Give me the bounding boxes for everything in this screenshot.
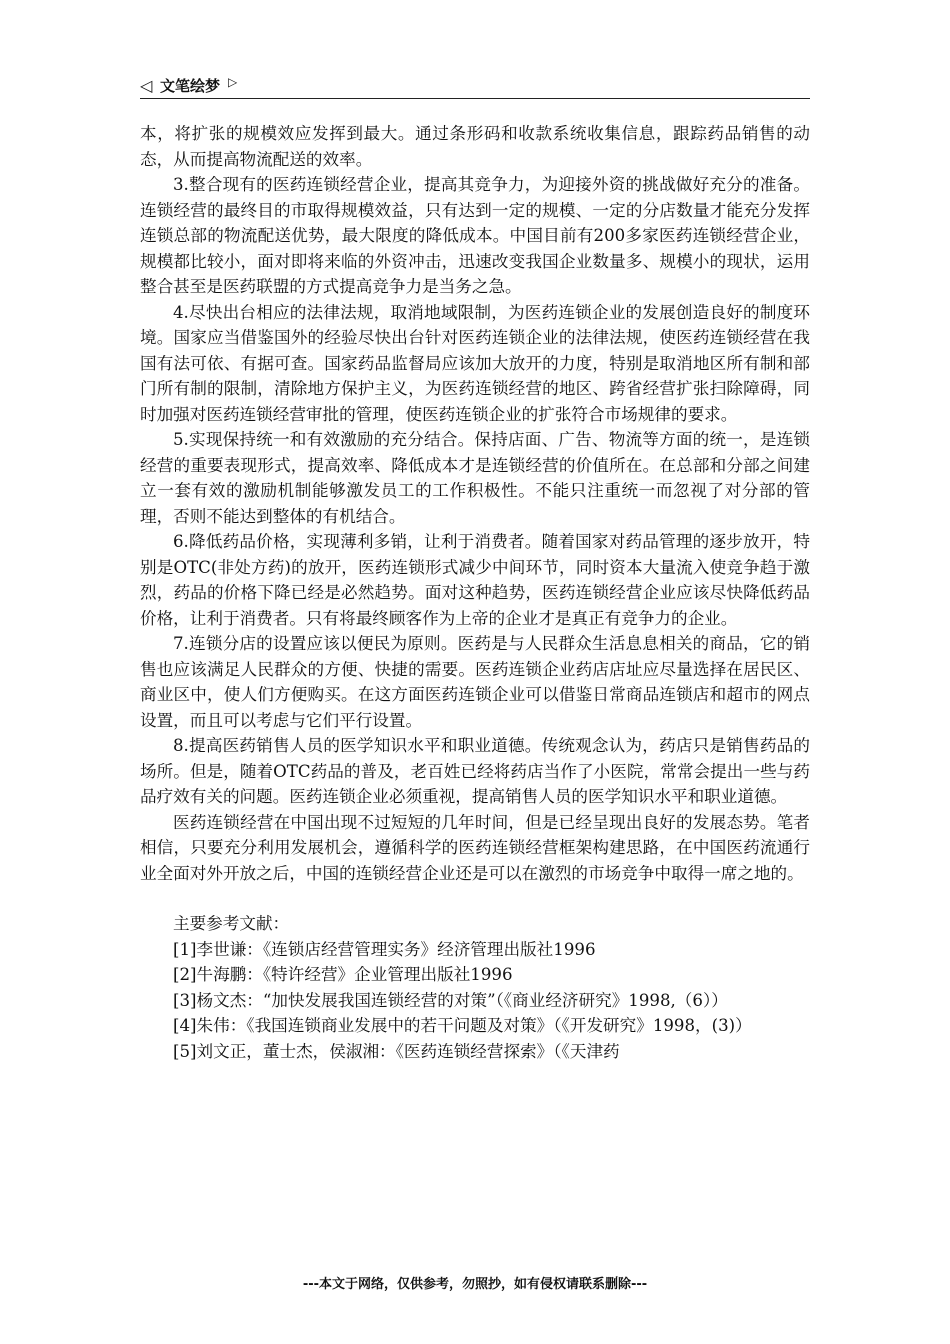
left-triangle-icon: ◁ bbox=[140, 76, 153, 95]
paragraph-continuation: 本，将扩张的规模效应发挥到最大。通过条形码和收款系统收集信息，跟踪药品销售的动态，从而提高物流配送的效率。 bbox=[140, 124, 810, 169]
paragraph-point-8: 8.提高医药销售人员的医学知识水平和职业道德。传统观念认为，药店只是销售药品的场所。但是，随着OTC药品的普及，老百姓已经将药店当作了小医院，常常会提出一些与药品疗效有关的问题。医药连锁企业必须重视，提高销售人员的医学知识水平和职业道德。 bbox=[140, 736, 810, 806]
reference-item: [5]刘文正，董士杰，侯淑湘：《医药连锁经营探索》（《天津药 bbox=[173, 1041, 620, 1061]
paragraph-point-4: 4.尽快出台相应的法律法规，取消地域限制，为医药连锁企业的发展创造良好的制度环境。国家应当借鉴国外的经验尽快出台针对医药连锁企业的法律法规，使医药连锁经营在我国有法可依、有据可查。国家药品监督局应该加大放开的力度，特别是取消地区所有制和部门所有制的限制，清除地方保护主义，为医药连锁经营的地区、跨省经营扩张扫除障碍，同时加强对医药连锁经营审批的管理，使医药连锁企业的扩张符合市场规律的要求。 bbox=[140, 302, 810, 424]
reference-item: [4]朱伟：《我国连锁商业发展中的若干问题及对策》（《开发研究》1998，(3)） bbox=[173, 1016, 752, 1035]
reference-item: [2]牛海鹏：《特许经营》企业管理出版社1996 bbox=[173, 965, 513, 984]
paragraph-point-3: 3.整合现有的医药连锁经营企业，提高其竞争力，为迎接外资的挑战做好充分的准备。连锁经营的最终目的市取得规模效益，只有达到一定的规模、一定的分店数量才能充分发挥连锁总部的物流配送优势，最大限度的降低成本。中国目前有200多家医药连锁经营企业，规模都比较小，面对即将来临的外资冲击，迅速改变我国企业数量多、规模小的现状，运用整合甚至是医药联盟的方式提高竞争力是当务之急。 bbox=[140, 175, 810, 296]
reference-item: [1]李世谦：《连锁店经营管理实务》经济管理出版社1996 bbox=[173, 939, 596, 959]
paragraph-point-6: 6.降低药品价格，实现薄利多销，让利于消费者。随着国家对药品管理的逐步放开，特别是OTC(非处方药)的放开，医药连锁形式减少中间环节，同时资本大量流入使竞争趋于激烈，药品的价格下降已经是必然趋势。面对这种趋势，医药连锁经营企业应该尽快降低药品价格，让利于消费者。只有将最终顾客作为上帝的企业才是真正有竞争力的企业。 bbox=[140, 532, 810, 628]
section-spacer bbox=[140, 886, 810, 911]
header-brand: 文笔绘梦 bbox=[160, 77, 221, 95]
right-triangle-icon: ▷ bbox=[228, 75, 238, 89]
document-body bbox=[140, 121, 810, 1064]
references-section bbox=[140, 911, 810, 1064]
paragraph-point-7: 7.连锁分店的设置应该以便民为原则。医药是与人民群众生活息息相关的商品，它的销售也应该满足人民群众的方便、快捷的需要。医药连锁企业药店店址应尽量选择在居民区、商业区中，使人们方便购买。在这方面医药连锁企业可以借鉴日常商品连锁店和超市的网点设置，而且可以考虑与它们平行设置。 bbox=[140, 634, 810, 730]
page-footer: ---本文于网络，仅供参考，勿照抄，如有侵权请联系删除--- bbox=[302, 1277, 648, 1292]
reference-item: [3]杨文杰：“加快发展我国连锁经营的对策”（《商业经济研究》1998,（6）） bbox=[173, 990, 728, 1010]
paragraph-point-5: 5.实现保持统一和有效激励的充分结合。保持店面、广告、物流等方面的统一，是连锁经营的重要表现形式，提高效率、降低成本才是连锁经营的价值所在。在总部和分部之间建立一套有效的激励机制能够激发员工的工作积极性。不能只注重统一而忽视了对分部的管理，否则不能达到整体的有机结合。 bbox=[140, 430, 810, 526]
paragraph-conclusion: 医药连锁经营在中国出现不过短短的几年时间，但是已经呈现出良好的发展态势。笔者相信，只要充分利用发展机会，遵循科学的医药连锁经营框架构建思路，在中国医药流通行业全面对外开放之后，中国的连锁经营企业还是可以在激烈的市场竞争中取得一席之地的。 bbox=[140, 812, 810, 883]
references-title: 主要参考文献： bbox=[173, 914, 290, 933]
page-header bbox=[140, 64, 810, 99]
